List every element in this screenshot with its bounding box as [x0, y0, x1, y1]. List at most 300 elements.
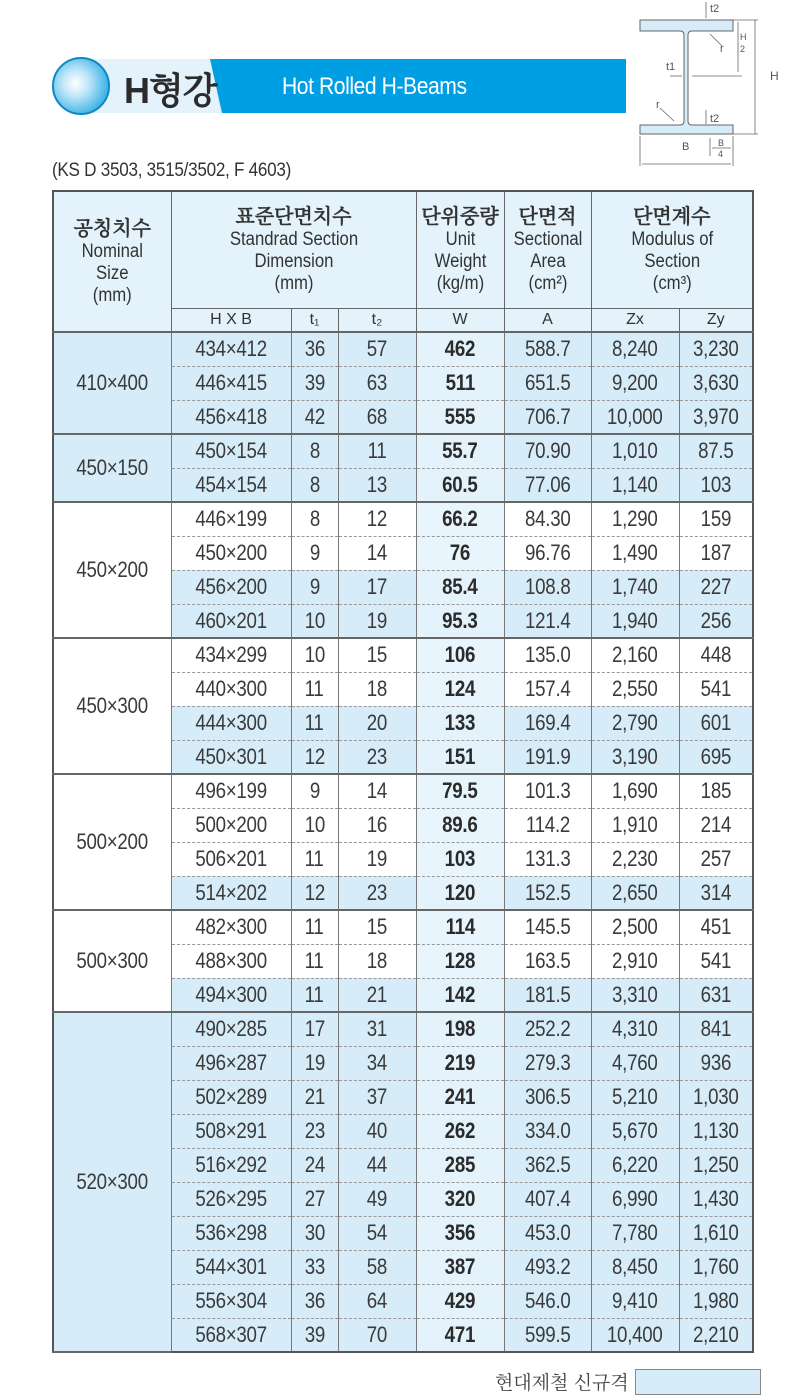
cell-unit-weight	[416, 978, 504, 1012]
cell-zy	[679, 808, 753, 842]
cell-zx-text: 4,760	[612, 1050, 658, 1075]
cell-t1-text: 19	[304, 1050, 325, 1075]
cell-sectional-area-text: 108.8	[524, 574, 571, 599]
cell-unit-weight	[416, 332, 504, 366]
table-row	[53, 638, 753, 672]
cell-t2-text: 16	[366, 812, 388, 837]
cell-t2	[338, 1250, 416, 1284]
cell-sectional-area-text: 334.0	[524, 1118, 571, 1143]
cell-zx-text: 2,910	[612, 948, 658, 973]
cell-t2-text: 19	[366, 607, 388, 633]
cell-sectional-area-text: 651.5	[524, 370, 571, 395]
cell-t2-text: 54	[366, 1220, 388, 1245]
cell-t1-text: 10	[304, 642, 325, 668]
cell-hxb-text: 516×292	[195, 1152, 267, 1177]
cell-t1	[291, 536, 338, 570]
cell-t2-text: 23	[366, 743, 388, 769]
header-standard-unit: (mm)	[274, 273, 313, 295]
cell-sectional-area	[504, 774, 591, 808]
cell-hxb	[171, 604, 291, 638]
cell-sectional-area-text: 84.30	[524, 506, 571, 532]
cell-hxb	[171, 1148, 291, 1182]
label-r-bottom: r	[656, 99, 660, 111]
cell-zy-text: 314	[700, 879, 731, 905]
cell-zy-text: 1,760	[692, 1254, 739, 1279]
cell-hxb-text: 434×299	[195, 642, 267, 668]
cell-t1-text: 33	[304, 1254, 325, 1279]
cell-zy-text: 214	[700, 812, 731, 837]
cell-sectional-area	[504, 1318, 591, 1352]
cell-hxb	[171, 400, 291, 434]
cell-sectional-area	[504, 638, 591, 672]
header-nominal-en1: Nominal	[81, 241, 143, 263]
cell-nominal-size	[53, 1012, 171, 1352]
cell-unit-weight-text: 120	[444, 879, 476, 905]
cell-sectional-area	[504, 740, 591, 774]
cell-zx	[591, 400, 679, 434]
cell-sectional-area	[504, 502, 591, 536]
cell-t1	[291, 774, 338, 808]
cell-t2-text: 70	[366, 1321, 388, 1347]
cell-zy	[679, 1318, 753, 1352]
table-row	[53, 1012, 753, 1046]
cell-zy-text: 1,250	[692, 1152, 739, 1177]
cell-sectional-area-text: 121.4	[524, 607, 571, 633]
cell-zy	[679, 774, 753, 808]
cell-hxb	[171, 740, 291, 774]
cell-zy	[679, 1046, 753, 1080]
cell-zx	[591, 1012, 679, 1046]
cell-sectional-area	[504, 1080, 591, 1114]
cell-hxb-text: 508×291	[195, 1118, 267, 1143]
cell-zy-text: 541	[700, 948, 731, 973]
cell-zy	[679, 944, 753, 978]
cell-t2-text: 37	[366, 1084, 388, 1109]
cell-t1-text: 8	[309, 471, 320, 497]
cell-unit-weight	[416, 1182, 504, 1216]
cell-unit-weight-text: 471	[444, 1321, 476, 1347]
page-subtitle: Hot Rolled H-Beams	[282, 73, 467, 100]
cell-unit-weight	[416, 740, 504, 774]
cell-hxb	[171, 672, 291, 706]
cell-t2-text: 40	[366, 1118, 388, 1143]
cell-t1-text: 42	[304, 403, 325, 429]
cell-unit-weight	[416, 910, 504, 944]
cell-hxb	[171, 366, 291, 400]
cell-zy-text: 257	[700, 846, 731, 871]
cell-zx	[591, 1182, 679, 1216]
cell-sectional-area-text: 706.7	[524, 403, 571, 429]
cell-unit-weight-text: 462	[444, 336, 476, 362]
cell-hxb-text: 496×199	[195, 778, 267, 804]
cell-hxb	[171, 468, 291, 502]
cell-zy	[679, 706, 753, 740]
cell-t2	[338, 1182, 416, 1216]
cell-hxb-text: 434×412	[195, 336, 267, 362]
cell-zx	[591, 842, 679, 876]
cell-zy-text: 159	[700, 506, 731, 532]
cell-zx	[591, 332, 679, 366]
cell-t1-text: 11	[305, 710, 324, 735]
cell-t1-text: 11	[305, 676, 324, 701]
cell-zy-text: 185	[700, 778, 731, 804]
cell-sectional-area	[504, 1216, 591, 1250]
header-modulus-of-section	[591, 191, 753, 308]
cell-t1-text: 24	[304, 1152, 325, 1177]
cell-t1-text: 12	[304, 743, 325, 769]
cell-zx-text: 6,990	[612, 1186, 658, 1211]
header-weight-unit: (kg/m)	[436, 273, 484, 295]
cell-t2-text: 31	[366, 1016, 388, 1042]
cell-hxb-text: 482×300	[195, 914, 267, 940]
cell-zy	[679, 910, 753, 944]
cell-hxb-text: 456×200	[195, 574, 267, 599]
cell-unit-weight-text: 429	[444, 1288, 476, 1313]
cell-zy	[679, 332, 753, 366]
cell-sectional-area	[504, 1182, 591, 1216]
header-standard-en2: Dimension	[253, 251, 333, 273]
table-row	[53, 502, 753, 536]
cell-unit-weight-text: 103	[444, 846, 476, 871]
legend-swatch	[635, 1369, 761, 1395]
cell-t1-text: 9	[309, 540, 320, 565]
cell-zy-text: 103	[700, 471, 731, 497]
cell-unit-weight	[416, 1250, 504, 1284]
cell-hxb	[171, 910, 291, 944]
cell-zx	[591, 1250, 679, 1284]
cell-hxb-text: 450×200	[195, 540, 267, 565]
cell-nominal-size	[53, 332, 171, 434]
cell-hxb-text: 454×154	[195, 471, 267, 497]
cell-t1-text: 36	[304, 336, 325, 362]
header-standard-ko: 표준단면치수	[235, 206, 352, 229]
cell-t1	[291, 1012, 338, 1046]
cell-hxb	[171, 1216, 291, 1250]
cell-sectional-area	[504, 366, 591, 400]
cell-zx	[591, 1284, 679, 1318]
cell-zx-text: 7,780	[612, 1220, 658, 1245]
cell-t2	[338, 1284, 416, 1318]
cell-sectional-area	[504, 1046, 591, 1080]
label-t2-top: t2	[710, 3, 720, 15]
cell-unit-weight-text: 285	[444, 1152, 476, 1177]
cell-sectional-area	[504, 468, 591, 502]
cell-zy-text: 841	[700, 1016, 731, 1042]
cell-t2	[338, 570, 416, 604]
nominal-size-text: 500×200	[76, 829, 149, 854]
cell-t1	[291, 978, 338, 1012]
cell-unit-weight-text: 124	[444, 676, 476, 701]
cell-t2-text: 15	[366, 914, 388, 940]
cell-t2	[338, 978, 416, 1012]
cell-zx	[591, 604, 679, 638]
subheader-a: A	[504, 308, 591, 332]
cell-unit-weight-text: 106	[444, 642, 476, 668]
cell-unit-weight-text: 320	[444, 1186, 476, 1211]
cell-t1-text: 36	[304, 1288, 325, 1313]
cell-unit-weight-text: 79.5	[442, 778, 478, 804]
cell-t2	[338, 536, 416, 570]
cell-hxb	[171, 638, 291, 672]
cell-hxb-text: 536×298	[195, 1220, 267, 1245]
cell-unit-weight	[416, 1216, 504, 1250]
cell-t2	[338, 638, 416, 672]
label-b-quarter-num: B	[718, 138, 725, 148]
cell-nominal-size	[53, 638, 171, 774]
cell-t2	[338, 1114, 416, 1148]
cell-sectional-area-text: 163.5	[524, 948, 571, 973]
cell-zy	[679, 502, 753, 536]
cell-hxb	[171, 774, 291, 808]
cell-hxb-text: 450×154	[195, 438, 267, 464]
cell-nominal-size	[53, 434, 171, 502]
subheader-zy: Zy	[679, 308, 753, 332]
cell-zx-text: 1,490	[612, 540, 658, 565]
cell-zx	[591, 570, 679, 604]
cell-sectional-area-text: 191.9	[524, 743, 571, 769]
cell-zy	[679, 1080, 753, 1114]
cell-hxb-text: 440×300	[195, 676, 267, 701]
cell-hxb-text: 496×287	[195, 1050, 267, 1075]
cell-t1	[291, 842, 338, 876]
cell-sectional-area-text: 169.4	[524, 710, 571, 735]
header-nominal-en2: Size	[95, 263, 129, 285]
cell-sectional-area	[504, 978, 591, 1012]
cell-t2	[338, 672, 416, 706]
cell-t1	[291, 570, 338, 604]
cell-t2-text: 12	[366, 506, 388, 532]
cell-zx	[591, 774, 679, 808]
subheader-t1: t₁	[291, 308, 338, 332]
header-weight-en2: Weight	[434, 251, 486, 273]
cell-zy-text: 3,230	[692, 336, 739, 362]
cell-unit-weight	[416, 366, 504, 400]
label-h-half-num: H	[740, 32, 747, 42]
cell-hxb	[171, 1114, 291, 1148]
cell-zx	[591, 638, 679, 672]
cell-hxb	[171, 842, 291, 876]
cell-t1	[291, 1080, 338, 1114]
cell-t1	[291, 1182, 338, 1216]
cell-sectional-area-text: 77.06	[524, 471, 571, 497]
cell-zy	[679, 536, 753, 570]
cell-t2-text: 20	[366, 710, 388, 735]
cell-unit-weight-text: 76	[449, 540, 471, 565]
cell-hxb	[171, 536, 291, 570]
cell-zx-text: 2,230	[612, 846, 658, 871]
cell-sectional-area	[504, 536, 591, 570]
cell-sectional-area	[504, 1284, 591, 1318]
cell-zy	[679, 876, 753, 910]
cell-t2	[338, 910, 416, 944]
cell-zy-text: 1,130	[692, 1118, 739, 1143]
title-banner	[52, 57, 626, 115]
cell-t1	[291, 638, 338, 672]
cell-t1	[291, 808, 338, 842]
header-weight-en1: Unit	[445, 229, 475, 251]
cell-sectional-area-text: 131.3	[524, 846, 571, 871]
cell-unit-weight	[416, 502, 504, 536]
cell-zy-text: 87.5	[698, 438, 734, 464]
cell-unit-weight	[416, 1284, 504, 1318]
cell-t2-text: 14	[366, 778, 388, 804]
cell-sectional-area-text: 407.4	[524, 1186, 571, 1211]
cell-nominal-size	[53, 910, 171, 1012]
header-standard-en1: Standrad Section	[229, 229, 358, 251]
cell-zy-text: 1,980	[692, 1288, 739, 1313]
cell-t2	[338, 706, 416, 740]
cell-hxb	[171, 876, 291, 910]
cell-t2-text: 64	[366, 1288, 388, 1313]
cell-zy	[679, 1250, 753, 1284]
cell-zx	[591, 1318, 679, 1352]
cell-t1-text: 21	[304, 1084, 325, 1109]
cell-t1-text: 27	[304, 1186, 325, 1211]
cell-zy-text: 631	[700, 981, 731, 1007]
cell-hxb-text: 444×300	[195, 710, 267, 735]
cell-unit-weight-text: 89.6	[442, 812, 478, 837]
cell-t1-text: 11	[305, 846, 324, 871]
cell-sectional-area	[504, 672, 591, 706]
cell-hxb-text: 526×295	[195, 1186, 267, 1211]
cell-t2	[338, 366, 416, 400]
nominal-size-text: 450×200	[76, 557, 149, 582]
cell-unit-weight	[416, 1080, 504, 1114]
cell-sectional-area-text: 145.5	[524, 914, 571, 940]
cell-sectional-area	[504, 1012, 591, 1046]
cell-unit-weight-text: 356	[444, 1220, 476, 1245]
header-standard-section	[171, 191, 416, 308]
cell-unit-weight-text: 128	[444, 948, 476, 973]
cell-hxb-text: 456×418	[195, 403, 267, 429]
cell-zx-text: 10,000	[607, 403, 663, 429]
cell-hxb-text: 490×285	[195, 1016, 267, 1042]
cell-unit-weight	[416, 842, 504, 876]
cell-t1-text: 11	[305, 981, 324, 1007]
header-nominal-unit: (mm)	[92, 284, 132, 306]
cell-sectional-area	[504, 944, 591, 978]
cell-t2-text: 17	[366, 574, 388, 599]
cell-zx-text: 3,310	[612, 981, 658, 1007]
cell-unit-weight-text: 511	[445, 370, 475, 395]
cell-zy	[679, 1182, 753, 1216]
header-sectional-area	[504, 191, 591, 308]
cell-t2-text: 15	[366, 642, 388, 668]
cell-unit-weight	[416, 1046, 504, 1080]
label-h-half-den: 2	[740, 44, 746, 54]
cell-zy	[679, 672, 753, 706]
nominal-size-text: 520×300	[76, 1169, 149, 1194]
cell-t1-text: 8	[309, 438, 320, 464]
cell-sectional-area-text: 453.0	[524, 1220, 571, 1245]
h-beam-spec-table	[52, 190, 754, 1353]
h-beam-diagram	[630, 0, 790, 170]
header-modulus-unit: (cm³)	[652, 273, 692, 295]
cell-t1	[291, 1148, 338, 1182]
cell-zy-text: 1,430	[692, 1186, 739, 1211]
cell-hxb	[171, 808, 291, 842]
cell-zx-text: 2,650	[612, 879, 658, 905]
cell-zy	[679, 740, 753, 774]
cell-hxb	[171, 570, 291, 604]
cell-t2-text: 49	[366, 1186, 388, 1211]
cell-zy	[679, 468, 753, 502]
cell-t1-text: 11	[305, 948, 324, 973]
cell-zx-text: 1,290	[612, 506, 658, 532]
cell-zy-text: 1,030	[692, 1084, 739, 1109]
cell-t2	[338, 502, 416, 536]
cell-unit-weight	[416, 1318, 504, 1352]
cell-hxb	[171, 1284, 291, 1318]
cell-hxb	[171, 706, 291, 740]
cell-t2-text: 63	[366, 370, 388, 395]
cell-t1	[291, 1250, 338, 1284]
cell-nominal-size	[53, 774, 171, 910]
header-modulus-ko: 단면계수	[633, 206, 711, 229]
label-b-quarter-den: 4	[718, 149, 724, 159]
cell-sectional-area-text: 546.0	[524, 1288, 571, 1313]
cell-t2	[338, 1046, 416, 1080]
nominal-size-text: 450×150	[76, 455, 149, 480]
cell-zy-text: 541	[700, 676, 731, 701]
cell-sectional-area	[504, 332, 591, 366]
cell-unit-weight	[416, 1148, 504, 1182]
table-row	[53, 332, 753, 366]
cell-t2	[338, 774, 416, 808]
cell-t2	[338, 604, 416, 638]
cell-zx-text: 2,550	[612, 676, 658, 701]
cell-t1	[291, 502, 338, 536]
header-modulus-en1: Modulus of	[630, 229, 713, 251]
cell-t1-text: 23	[304, 1118, 325, 1143]
cell-zx	[591, 468, 679, 502]
cell-t2	[338, 944, 416, 978]
cell-zx-text: 1,010	[612, 438, 658, 464]
header-area-en2: Area	[529, 251, 566, 273]
cell-unit-weight-text: 66.2	[442, 506, 478, 532]
cell-zx	[591, 706, 679, 740]
cell-zx-text: 4,310	[612, 1016, 658, 1042]
cell-zy	[679, 434, 753, 468]
cell-zx-text: 2,500	[612, 914, 658, 940]
cell-zx	[591, 1148, 679, 1182]
cell-hxb-text: 446×199	[195, 506, 267, 532]
cell-zy-text: 601	[700, 710, 731, 735]
cell-unit-weight	[416, 1114, 504, 1148]
cell-unit-weight	[416, 808, 504, 842]
cell-hxb	[171, 1318, 291, 1352]
header-nominal-ko: 공칭치수	[73, 218, 151, 241]
cell-unit-weight-text: 114	[445, 914, 475, 940]
header-weight-ko: 단위중량	[421, 206, 499, 229]
cell-t1	[291, 1284, 338, 1318]
cell-sectional-area-text: 157.4	[524, 676, 571, 701]
cell-hxb	[171, 502, 291, 536]
cell-zx-text: 2,790	[612, 710, 658, 735]
header-area-en1: Sectional	[513, 229, 582, 251]
cell-zy	[679, 570, 753, 604]
cell-unit-weight-text: 387	[444, 1254, 476, 1279]
cell-sectional-area	[504, 808, 591, 842]
cell-hxb-text: 514×202	[195, 879, 267, 905]
cell-t1	[291, 1318, 338, 1352]
cell-t1-text: 9	[309, 778, 320, 804]
cell-t2-text: 18	[366, 676, 388, 701]
cell-zx	[591, 910, 679, 944]
header-unit-weight	[416, 191, 504, 308]
cell-zx-text: 2,160	[612, 642, 658, 668]
subheader-t2: t₂	[338, 308, 416, 332]
